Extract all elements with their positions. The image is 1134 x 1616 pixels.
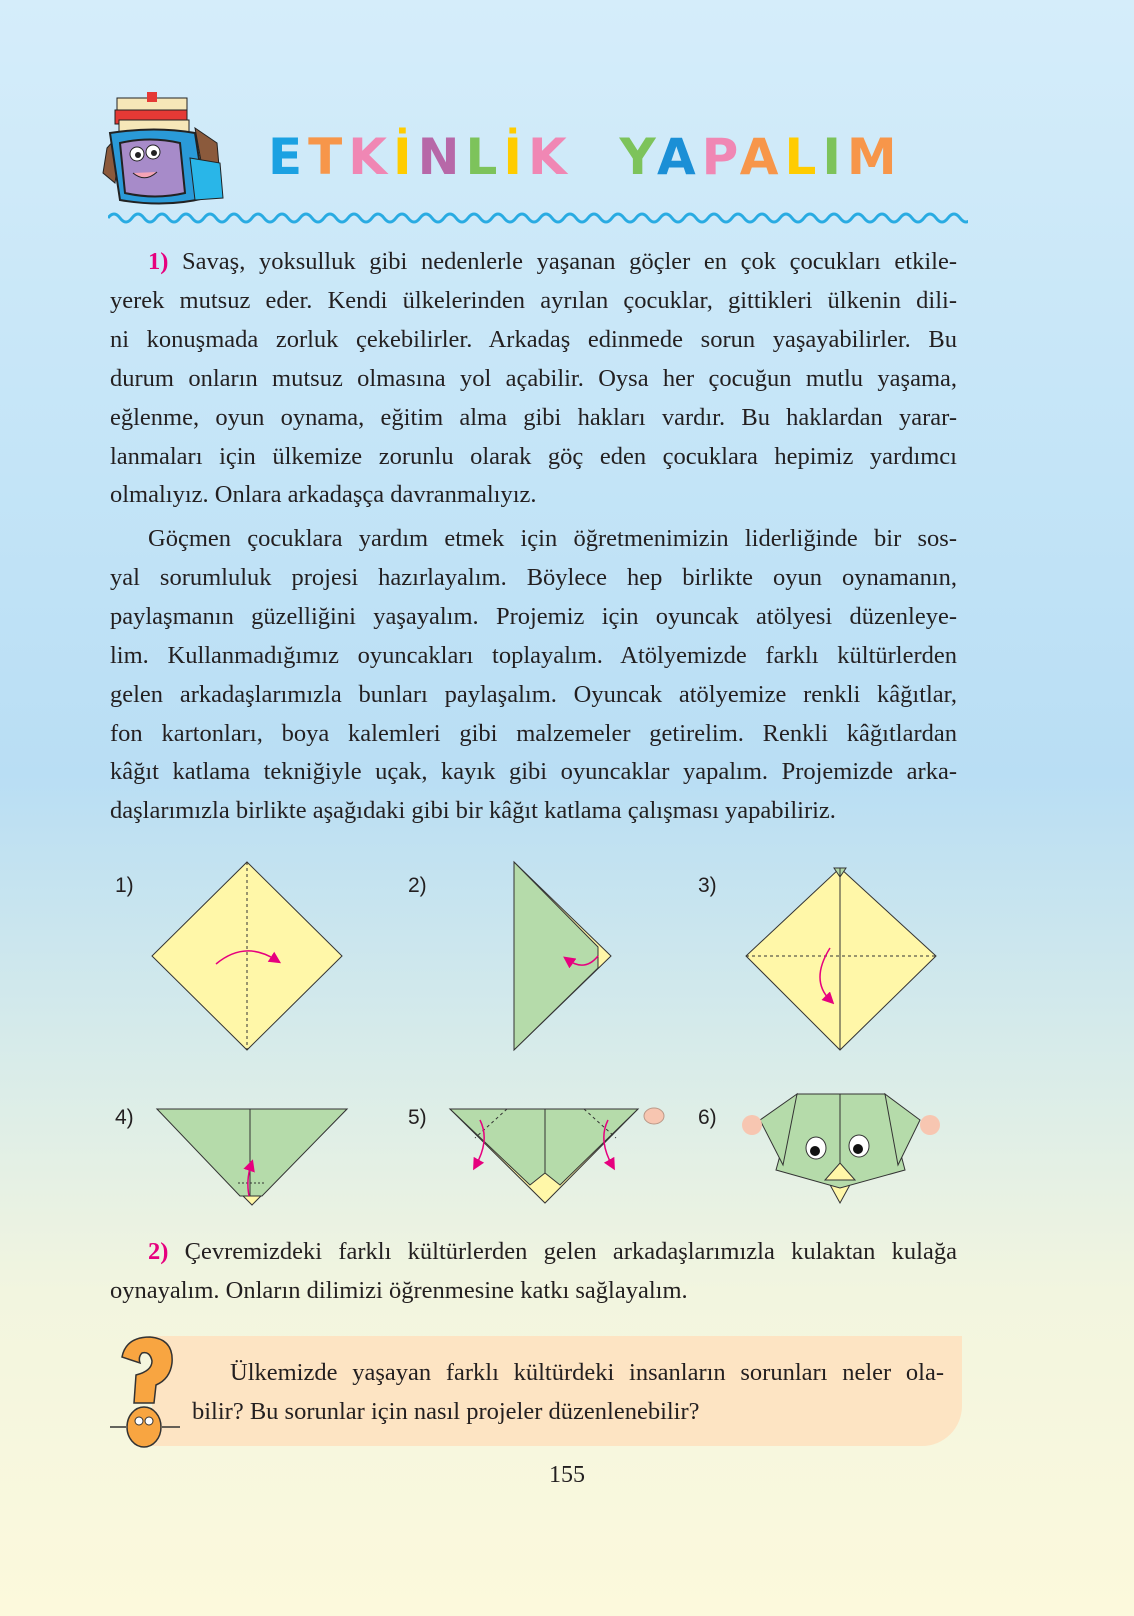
paragraph-line <box>110 675 957 714</box>
paragraph-text: yerek mutsuz eder. Kendi ülkelerinden ayrılan çocuklar, gittikleri ülkenin dili- <box>110 286 957 314</box>
wave-divider <box>108 210 968 224</box>
step-6-diagram <box>742 1094 940 1203</box>
paragraph-line <box>110 636 957 675</box>
step-label: 4) <box>115 1106 134 1129</box>
title-letter: P <box>701 128 740 186</box>
activity-number: 1) <box>148 248 169 275</box>
paragraph-text: lim. Kullanmadığımız oyuncakları toplayalım. Atölyemizde farklı kültürlerden <box>110 641 957 669</box>
paragraph-text: ni konuşmada zorluk çekebilirler. Arkadaş edinmede sorun yaşayabilirler. Bu <box>110 325 957 353</box>
question-line: Ülkemizde yaşayan farklı kültürdeki insanların sorunları neler ola- <box>230 1359 944 1386</box>
step-label: 5) <box>408 1106 427 1129</box>
activity2-text: Çevremizdeki farklı kültürlerden gelen arkadaşlarımızla kulaktan kulağa <box>184 1238 957 1265</box>
paragraph-line <box>110 791 957 830</box>
step-5-diagram <box>450 1108 664 1203</box>
page-number: 155 <box>549 1462 585 1488</box>
paragraph-text: gelen arkadaşlarımızla bunları paylaşalım. Oyuncak atölyemize renkli kâğıtlar, <box>110 680 957 708</box>
title-letter <box>573 128 620 186</box>
title-letter: İ <box>503 128 528 186</box>
paragraph-text: paylaşmanın güzelliğini yaşayalım. Projemiz için oyuncak atölyesi düzenleye- <box>110 602 957 630</box>
step-1-diagram <box>152 862 342 1050</box>
title-letter: N <box>417 128 466 186</box>
paragraph-line <box>110 242 957 281</box>
title-letter: A <box>656 128 702 186</box>
backpack-icon <box>95 88 235 218</box>
paragraph-text: olmalıyız. Onlara arkadaşça davranmalıyız. <box>110 481 537 509</box>
paragraph-line <box>110 558 957 597</box>
paragraph-text: yal sorumluluk projesi hazırlayalım. Böylece hep birlikte oyun oynamanın, <box>110 563 957 591</box>
title-letter: A <box>739 128 785 186</box>
title-letter: E <box>268 128 309 186</box>
title-letter: L <box>465 128 504 186</box>
paragraph-line <box>110 597 957 636</box>
step-2-diagram <box>514 862 611 1050</box>
paragraph-text: lanmaları için ülkemize zorunlu olarak göç eden çocuklara hepimiz yardımcı <box>110 442 957 470</box>
title-letter: Y <box>619 128 657 186</box>
paragraph-line <box>110 752 957 791</box>
step-label: 6) <box>698 1106 717 1129</box>
step-label: 2) <box>408 874 427 897</box>
page-title <box>268 128 903 186</box>
step-3-diagram <box>746 868 936 1050</box>
step-4-diagram <box>157 1109 347 1205</box>
title-letter: I <box>822 128 847 186</box>
title-letter: M <box>846 128 903 186</box>
paragraph-line <box>110 359 957 398</box>
step-label: 1) <box>115 874 134 897</box>
paragraph-text: fon kartonları, boya kalemleri gibi malzemeler getirelim. Renkli kâğıtlardan <box>110 719 957 747</box>
activity2-line: oynayalım. Onların dilimizi öğrenmesine katkı sağlayalım. <box>110 1277 688 1304</box>
paragraph-line <box>110 475 957 514</box>
title-letter: K <box>348 128 394 186</box>
title-letter: K <box>527 128 573 186</box>
step-label: 3) <box>698 874 717 897</box>
paragraph-line <box>110 714 957 753</box>
title-letter: İ <box>393 128 418 186</box>
paragraph-line <box>110 519 957 558</box>
paragraph-text: kâğıt katlama tekniğiyle uçak, kayık gibi oyuncaklar yapalım. Projemizde arka- <box>110 758 957 786</box>
paragraph-line <box>110 398 957 437</box>
paragraph-text: Savaş, yoksulluk gibi nedenlerle yaşanan göçler en çok çocukları etkile- <box>182 248 957 275</box>
paragraph-text: daşlarımızla birlikte aşağıdaki gibi bir kâğıt katlama çalışması yapabiliriz. <box>110 797 836 825</box>
title-letter: T <box>308 128 349 186</box>
paragraph-line <box>110 320 957 359</box>
paragraph-line <box>110 437 957 476</box>
title-letter: L <box>784 128 823 186</box>
paragraph-line <box>110 281 957 320</box>
paragraph-text: durum onların mutsuz olmasına yol açabilir. Oysa her çocuğun mutlu yaşama, <box>110 364 957 392</box>
question-line: bilir? Bu sorunlar için nasıl projeler düzenlenebilir? <box>192 1398 700 1425</box>
paragraph-text: eğlenme, oyun oynama, eğitim alma gibi hakları vardır. Bu haklardan yarar- <box>110 403 957 431</box>
paragraph-text: Göçmen çocuklara yardım etmek için öğretmenimizin liderliğinde bir sos- <box>148 525 957 552</box>
activity-number: 2) <box>148 1238 169 1265</box>
question-mark-icon <box>104 1335 194 1450</box>
activity2-line <box>110 1232 957 1271</box>
